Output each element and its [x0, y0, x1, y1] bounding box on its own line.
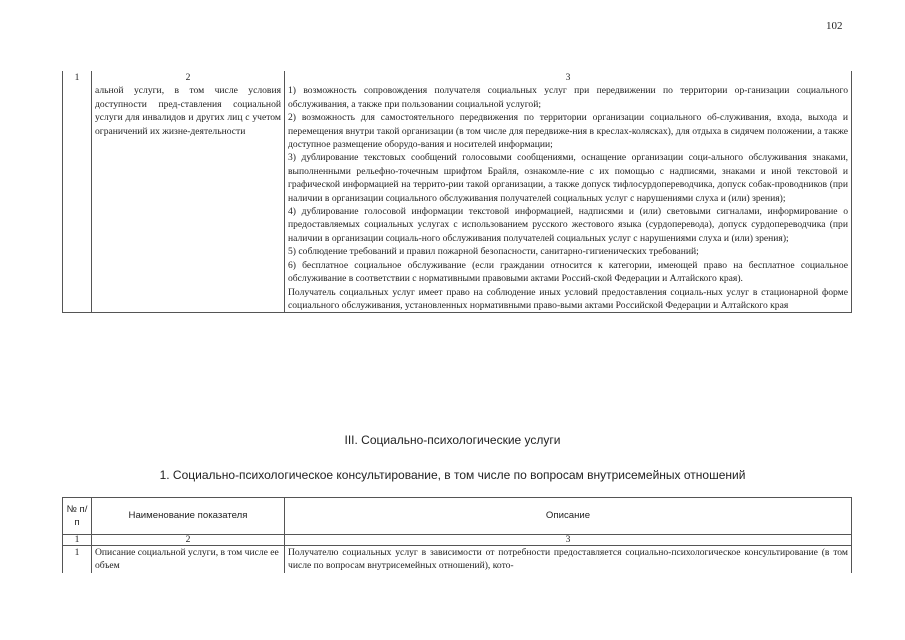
- description-paragraph: 3) дублирование текстовых сообщений голосовыми сообщениями, оснащение организации соци-ального обслуживания знаками, выполненными рельефно-точечным шрифтом Брайля, ознакомле-ние с их помощью с надписями, знаками и иной текстовой и графической информацией на террито-рии такой организации, а также допуск тифлосурдопереводчика, допуск собак-проводников (при наличии в организации социального обслуживания получателей социальных услуг с нарушениями слуха и (или) зрения);: [288, 152, 848, 204]
- description-paragraph: 2) возможность для самостоятельного передвижения по территории организации социального об-служивания, входа, выхода и перемещения внутри такой организации (в том числе для передвиже-ния в креслах-колясках), для отдыха в сидячем положении, а также доступное размещение оборудо-вания и носителей информации;: [288, 112, 848, 151]
- column-3-number: 3: [565, 72, 571, 83]
- description-paragraph: 1) возможность сопровождения получателя социальных услуг при передвижении по территории ор-ганизации социального обслуживания, а также при пользовании социальной услугой;: [288, 85, 848, 110]
- row-number: 1: [63, 546, 92, 573]
- header-number: № п/п: [63, 498, 92, 535]
- header-description: Описание: [285, 498, 852, 535]
- continued-services-table: [62, 71, 852, 313]
- indicator-name-cell: [92, 71, 285, 313]
- column-number: 1: [63, 535, 92, 546]
- row-number: 1: [63, 71, 92, 313]
- description-cell: Получателю социальных услуг в зависимости от потребности предоставляется социально-психологическое консультирование (в том числе по вопросам внутрисемейных отношений), кото-: [285, 546, 852, 573]
- page-number: 102: [826, 20, 843, 32]
- indicator-name-text: альной услуги, в том числе условия доступности пред-ставления социальной услуги для инвалидов и других лиц с учетом ограничений их жизне-деятельности: [95, 85, 281, 137]
- subsection-title: 1. Социально-психологическое консультирование, в том числе по вопросам внутрисемейных отношений: [159, 468, 746, 482]
- column-2-number: 2: [185, 72, 191, 83]
- psych-services-table: [62, 497, 852, 573]
- indicator-name-cell: Описание социальной услуги, в том числе ее объем: [92, 546, 285, 573]
- description-paragraph: 4) дублирование голосовой информации текстовой информацией, надписями и (или) световыми сигналами, информирование о предоставляемых социальных услугах с использованием русского жестового языка (сурдоперевода), допуск сурдопереводчика (при наличии в организации социаль-ного обслуживания получателей социальных услуг с нарушениями слуха и (или) зрения);: [288, 206, 848, 244]
- description-cell: [285, 71, 852, 313]
- description-paragraph: Получатель социальных услуг имеет право на соблюдение иных условий предоставления социаль-ных услуг в стационарной форме социального обслуживания, установленных нормативными право-выми актами Российской Федерации и Алтайского края: [288, 286, 848, 311]
- description-paragraph: 6) бесплатное социальное обслуживание (если граждании относится к категории, имеющей право на бесплатное социальное обслуживание в соответствии с нормативными правовыми актами Россий-ской Федерации и Алтайского края).: [288, 259, 848, 285]
- header-indicator: Наименование показателя: [92, 498, 285, 535]
- column-number: 2: [92, 535, 285, 546]
- column-number: 3: [285, 535, 852, 546]
- section-title: III. Социально-психологические услуги: [344, 433, 561, 447]
- description-paragraph: 5) соблюдение требований и правил пожарной безопасности, санитарно-гигиенических требований;: [288, 246, 699, 258]
